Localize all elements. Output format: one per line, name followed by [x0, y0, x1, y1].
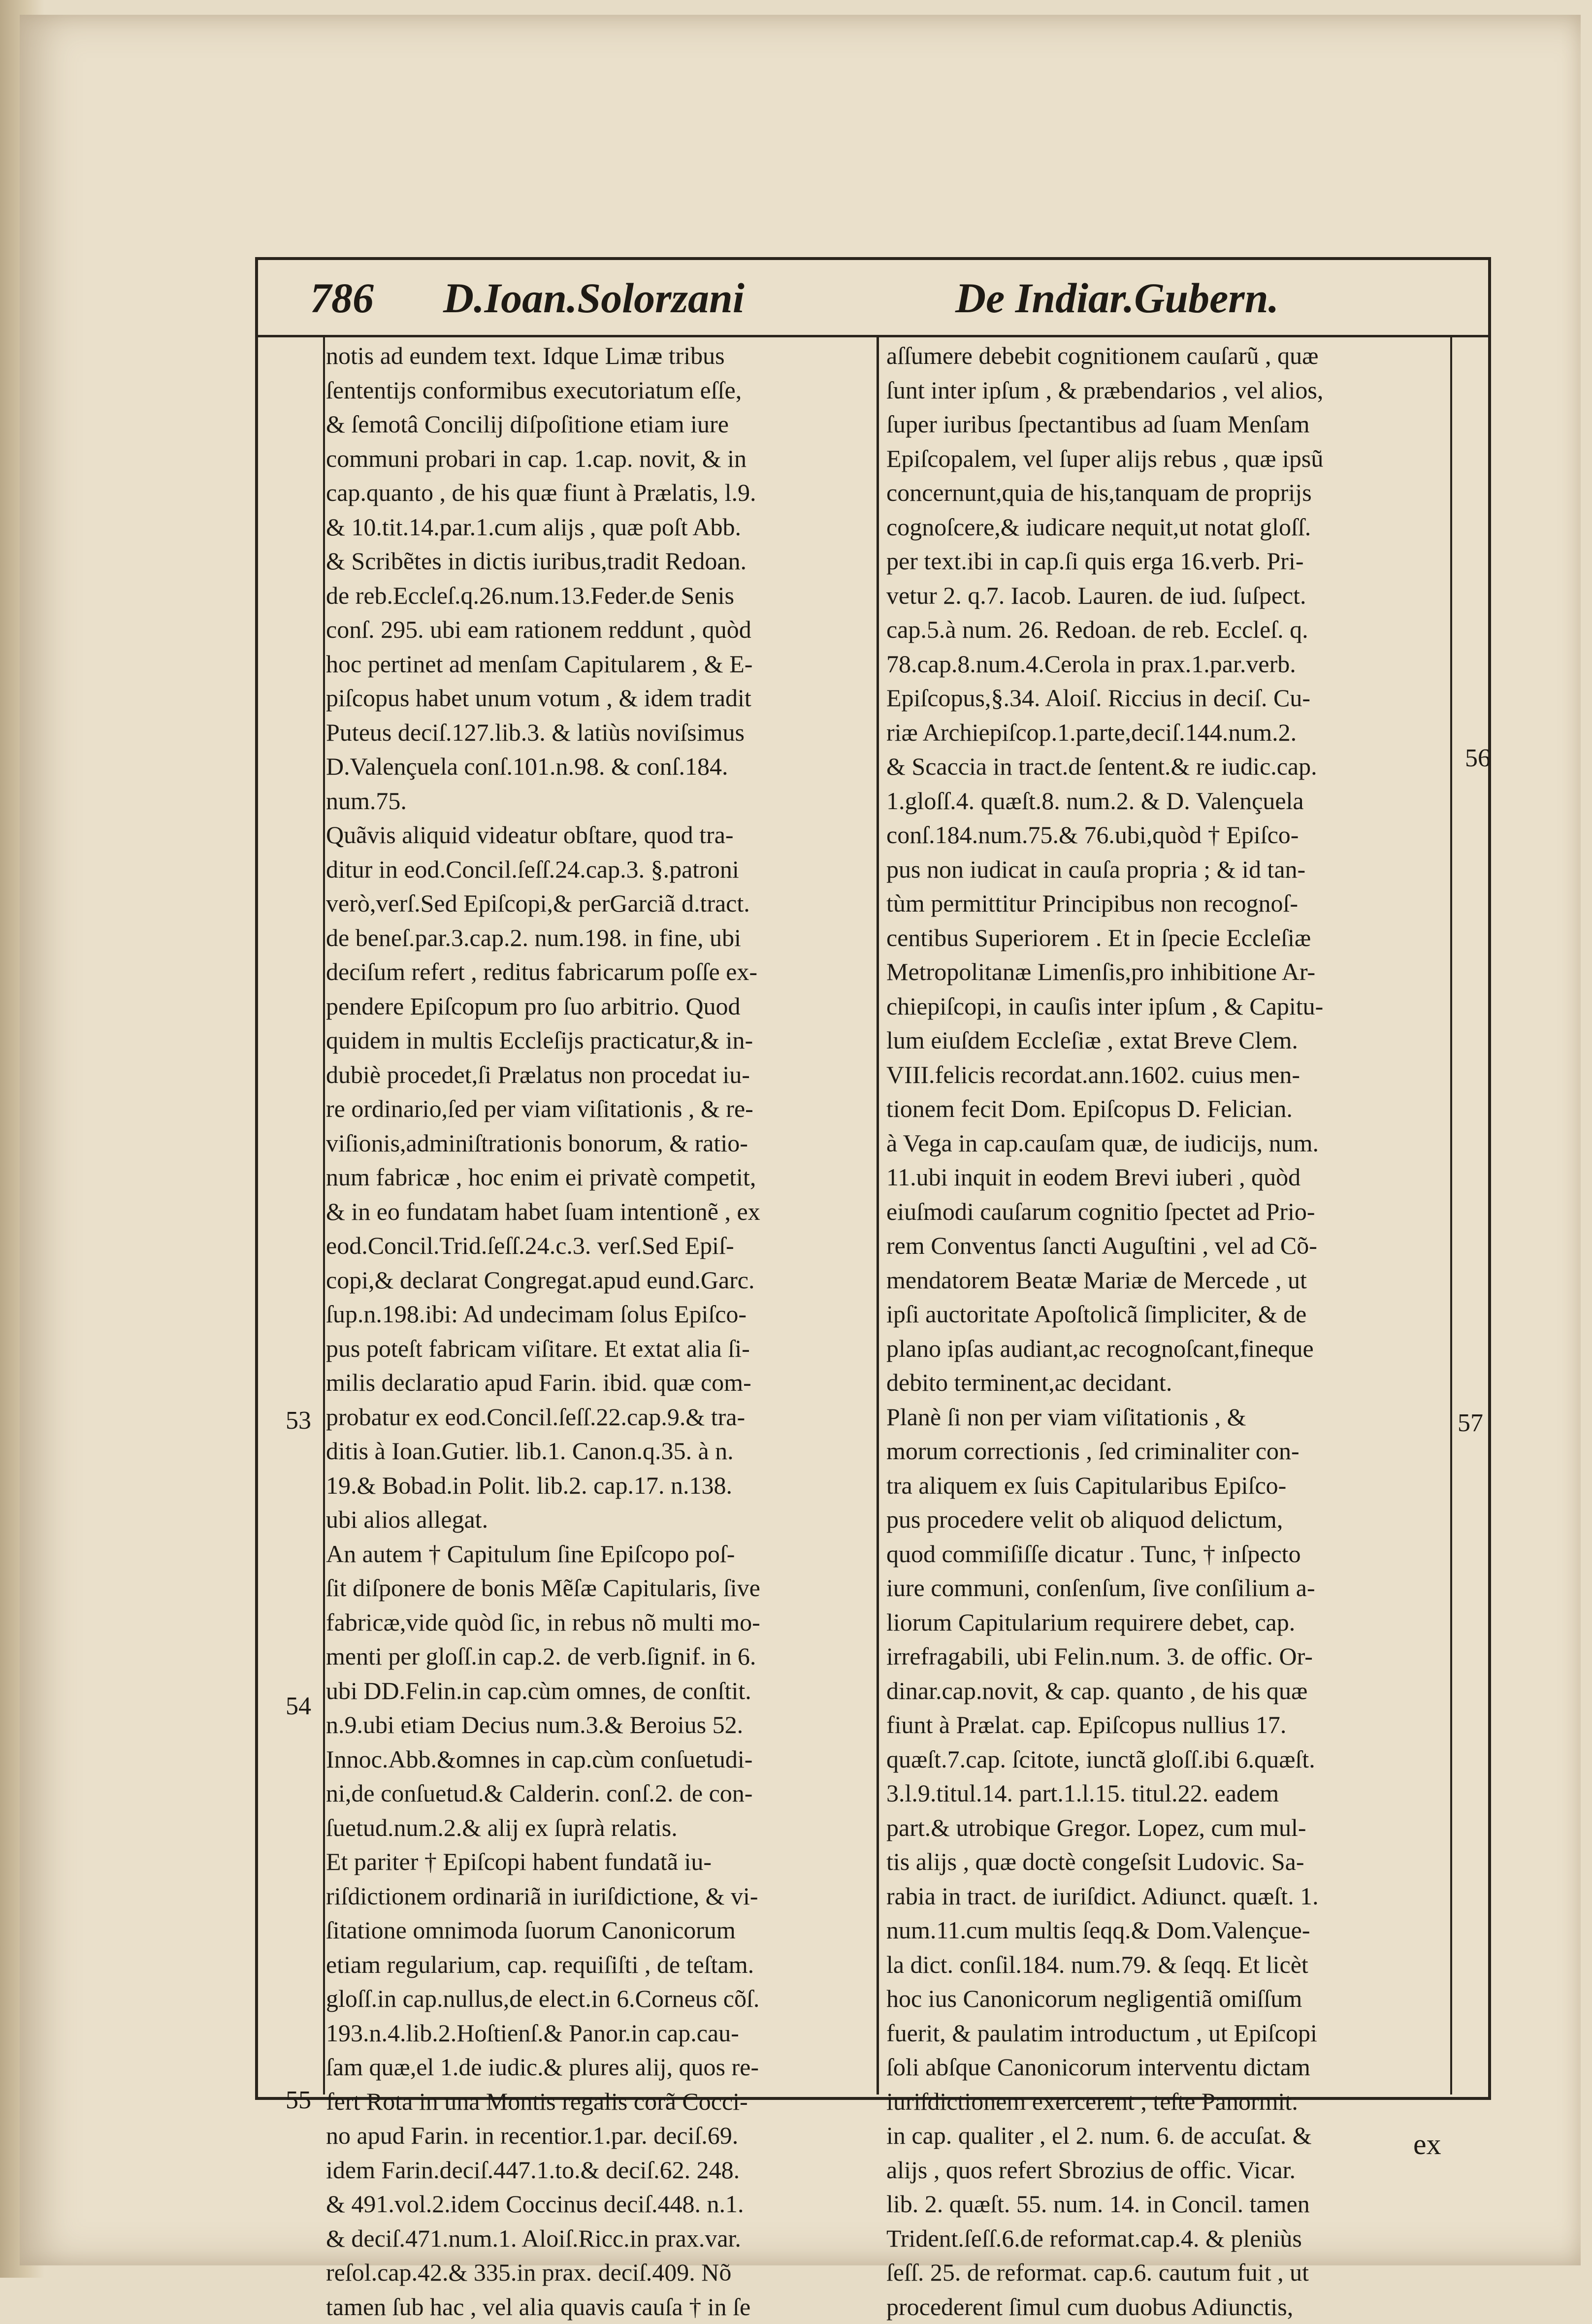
text-line: ſitatione omnimoda ſuorum Canonicorum — [326, 1913, 873, 1948]
text-line: ſit diſponere de bonis Mẽſæ Capitularis, ſive — [326, 1571, 873, 1605]
text-line: conſ.184.num.75.& 76.ubi,quòd † Epiſco- — [886, 818, 1448, 852]
text-line: 11.ubi inquit in eodem Brevi iuberi , quòd — [886, 1160, 1448, 1195]
text-line: pus non iudicat in cauſa propria ; & id tan- — [886, 852, 1448, 887]
text-line: quæſt.7.cap. ſcitote, iunctã gloſſ.ibi 6.quæſt. — [886, 1742, 1448, 1777]
text-line: riſdictionem ordinariã in iuriſdictione, & vi- — [326, 1879, 873, 1914]
text-line: Epiſcopus,§.34. Aloiſ. Riccius in deciſ. Cu- — [886, 681, 1448, 716]
text-line: rabia in tract. de iuriſdict. Adiunct. quæſt. 1. — [886, 1879, 1448, 1914]
text-line: eod.Concil.Trid.ſeſſ.24.c.3. verſ.Sed Epiſ- — [326, 1229, 873, 1263]
text-line: ſam quæ,el 1.de iudic.& plures alij, quos re- — [326, 2050, 873, 2085]
text-line: ſunt inter ipſum , & præbendarios , vel alios, — [886, 373, 1448, 408]
text-line: & in eo fundatam habet ſuam intentionẽ , ex — [326, 1195, 873, 1229]
running-head-title: De Indiar.Gubern. — [955, 266, 1448, 330]
margin-number-55: 55 — [286, 2086, 311, 2115]
text-line: 78.cap.8.num.4.Cerola in prax.1.par.verb. — [886, 647, 1448, 682]
text-line: vetur 2. q.7. Iacob. Lauren. de iud. ſuſpect. — [886, 579, 1448, 613]
text-line: Planè ſi non per viam viſitationis , & — [886, 1400, 1448, 1435]
text-line: la dict. conſil.184. num.79. & ſeqq. Et licèt — [886, 1948, 1448, 1982]
text-line: dubiè procedet,ſi Prælatus non procedat iu- — [326, 1058, 873, 1092]
text-line: reſol.cap.42.& 335.in prax. deciſ.409. Nõ — [326, 2256, 873, 2290]
margin-number-53: 53 — [286, 1406, 311, 1436]
text-line: ubi alios allegat. — [326, 1503, 873, 1537]
text-line: notis ad eundem text. Idque Limæ tribus — [326, 339, 873, 373]
text-line: fuerit, & paulatim introductum , ut Epiſcopi — [886, 2016, 1448, 2051]
text-line: etiam regularium, cap. requiſiſti , de teſtam. — [326, 1948, 873, 1982]
text-line: D.Valençuela conſ.101.n.98. & conſ.184. — [326, 750, 873, 784]
text-line: rem Conventus ſancti Auguſtini , vel ad Cõ- — [886, 1229, 1448, 1263]
column-divider — [877, 337, 879, 2095]
text-line: & deciſ.471.num.1. Aloiſ.Ricc.in prax.var. — [326, 2222, 873, 2256]
text-line: procederent ſimul cum duobus Adiunctis, — [886, 2290, 1448, 2324]
text-line: ſuetud.num.2.& alij ex ſuprà relatis. — [326, 1811, 873, 1845]
text-line: hoc pertinet ad menſam Capitularem , & E- — [326, 647, 873, 682]
text-line: pus procedere velit ob aliquod delictum, — [886, 1503, 1448, 1537]
text-line: lib. 2. quæſt. 55. num. 14. in Concil. tamen — [886, 2187, 1448, 2222]
text-line: ſuper iuribus ſpectantibus ad ſuam Menſam — [886, 407, 1448, 442]
text-line: ditur in eod.Concil.ſeſſ.24.cap.3. §.patroni — [326, 852, 873, 887]
text-line: piſcopus habet unum votum , & idem tradit — [326, 681, 873, 716]
text-line: liorum Capitularium requirere debet, cap. — [886, 1605, 1448, 1640]
text-line: 193.n.4.lib.2.Hoſtienſ.& Panor.in cap.cau- — [326, 2016, 873, 2051]
text-line: & ſemotâ Concilij diſpoſitione etiam iure — [326, 407, 873, 442]
text-line: ſeſſ. 25. de reformat. cap.6. cautum fuit , ut — [886, 2256, 1448, 2290]
margin-number-56: 56 — [1465, 744, 1491, 773]
text-line: morum correctionis , ſed criminaliter con- — [886, 1434, 1448, 1469]
text-line: part.& utrobique Gregor. Lopez, cum mul- — [886, 1811, 1448, 1845]
text-line: 1.gloſſ.4. quæſt.8. num.2. & D. Valençuela — [886, 784, 1448, 818]
text-line: 19.& Bobad.in Polit. lib.2. cap.17. n.138. — [326, 1469, 873, 1503]
page-number: 786 — [310, 266, 389, 330]
text-line: Puteus deciſ.127.lib.3. & latiùs noviſsimus — [326, 716, 873, 750]
text-line: in cap. qualiter , el 2. num. 6. de accuſat. & — [886, 2119, 1448, 2153]
margin-number-54: 54 — [286, 1692, 311, 1721]
text-line: Quãvis aliquid videatur obſtare, quod tra- — [326, 818, 873, 852]
text-line: plano ipſas audiant,ac recognoſcant,fineque — [886, 1332, 1448, 1366]
margin-number-57: 57 — [1458, 1408, 1483, 1438]
text-line: quidem in multis Eccleſijs practicatur,& in- — [326, 1023, 873, 1058]
header-rule — [255, 335, 1491, 337]
text-line: hoc ius Canonicorum negligentiã omiſſum — [886, 1982, 1448, 2016]
text-line: riæ Archiepiſcop.1.parte,deciſ.144.num.2. — [886, 716, 1448, 750]
text-line: viſionis,adminiſtrationis bonorum, & ratio- — [326, 1126, 873, 1161]
text-line: tra aliquem ex ſuis Capitularibus Epiſco- — [886, 1469, 1448, 1503]
text-line: iuriſdictionem exercerent , teſte Panormit. — [886, 2085, 1448, 2119]
catchword: ex — [1413, 2128, 1441, 2161]
text-line: Innoc.Abb.&omnes in cap.cùm conſuetudi- — [326, 1742, 873, 1777]
text-line: deciſum refert , reditus fabricarum poſſe ex- — [326, 955, 873, 989]
text-line: ditis à Ioan.Gutier. lib.1. Canon.q.35. à n. — [326, 1434, 873, 1469]
text-line: num.11.cum multis ſeqq.& Dom.Valençue- — [886, 1913, 1448, 1948]
text-line: Metropolitanæ Limenſis,pro inhibitione Ar- — [886, 955, 1448, 989]
text-line: communi probari in cap. 1.cap. novit, & in — [326, 442, 873, 476]
text-line: ni,de conſuetud.& Calderin. conſ.2. de con- — [326, 1776, 873, 1811]
text-line: ſententijs conformibus executoriatum eſſe, — [326, 373, 873, 408]
text-line: cap.5.à num. 26. Redoan. de reb. Eccleſ. q. — [886, 613, 1448, 647]
text-line: de beneſ.par.3.cap.2. num.198. in fine, ubi — [326, 921, 873, 955]
text-line: ſoli abſque Canonicorum interventu dictam — [886, 2050, 1448, 2085]
text-line: irrefragabili, ubi Felin.num. 3. de offic. Or- — [886, 1639, 1448, 1674]
text-line: menti per gloſſ.in cap.2. de verb.ſignif. in 6. — [326, 1639, 873, 1674]
text-line: & 10.tit.14.par.1.cum alijs , quæ poſt Abb. — [326, 510, 873, 545]
left-text-column — [326, 339, 873, 2324]
text-line: Epiſcopalem, vel ſuper alijs rebus , quæ ipsũ — [886, 442, 1448, 476]
text-line: ipſi auctoritate Apoſtolicã ſimpliciter, & de — [886, 1297, 1448, 1332]
text-line: VIII.felicis recordat.ann.1602. cuius men- — [886, 1058, 1448, 1092]
text-line: alijs , quos refert Sbrozius de offic. Vicar. — [886, 2153, 1448, 2188]
text-line: aſſumere debebit cognitionem cauſarũ , quæ — [886, 339, 1448, 373]
text-line: cap.quanto , de his quæ fiunt à Prælatis, l.9. — [326, 476, 873, 510]
text-line: & 491.vol.2.idem Coccinus deciſ.448. n.1. — [326, 2187, 873, 2222]
text-line: mendatorem Beatæ Mariæ de Mercede , ut — [886, 1263, 1448, 1298]
text-line: n.9.ubi etiam Decius num.3.& Beroius 52. — [326, 1708, 873, 1742]
text-line: pendere Epiſcopum pro ſuo arbitrio. Quod — [326, 989, 873, 1024]
text-line: Trident.ſeſſ.6.de reformat.cap.4. & pleniùs — [886, 2222, 1448, 2256]
left-inner-rule — [323, 337, 325, 2095]
text-line: centibus Superiorem . Et in ſpecie Eccleſiæ — [886, 921, 1448, 955]
text-line: iure communi, conſenſum, ſive conſilium a- — [886, 1571, 1448, 1605]
text-line: tis alijs , quæ doctè congeſsit Ludovic. Sa- — [886, 1845, 1448, 1879]
text-line: chiepiſcopi, in cauſis inter ipſum , & Capitu- — [886, 989, 1448, 1024]
text-line: probatur ex eod.Concil.ſeſſ.22.cap.9.& tra- — [326, 1400, 873, 1435]
text-line: ſup.n.198.ibi: Ad undecimam ſolus Epiſco- — [326, 1297, 873, 1332]
text-line: fabricæ,vide quòd ſic, in rebus nõ multi mo- — [326, 1605, 873, 1640]
text-line: re ordinario,ſed per viam viſitationis , & re- — [326, 1092, 873, 1126]
text-line: debito terminent,ac decidant. — [886, 1366, 1448, 1400]
text-line: num fabricæ , hoc enim ei privatè competit, — [326, 1160, 873, 1195]
text-line: & Scaccia in tract.de ſentent.& re iudic.cap. — [886, 750, 1448, 784]
text-line: tùm permittitur Principibus non recognoſ- — [886, 886, 1448, 921]
text-line: concernunt,quia de his,tanquam de proprijs — [886, 476, 1448, 510]
text-line: tionem fecit Dom. Epiſcopus D. Felician. — [886, 1092, 1448, 1126]
right-text-column — [886, 339, 1448, 2324]
text-line: cognoſcere,& iudicare nequit,ut notat gloſſ. — [886, 510, 1448, 545]
text-line: 3.l.9.titul.14. part.1.l.15. titul.22. eadem — [886, 1776, 1448, 1811]
text-line: ubi DD.Felin.in cap.cùm omnes, de conſtit. — [326, 1674, 873, 1708]
text-line: copi,& declarat Congregat.apud eund.Garc. — [326, 1263, 873, 1298]
text-line: eiuſmodi cauſarum cognitio ſpectet ad Prio- — [886, 1195, 1448, 1229]
text-line: conſ. 295. ubi eam rationem reddunt , quòd — [326, 613, 873, 647]
text-line: fert Rota in una Montis regalis corã Cocci- — [326, 2085, 873, 2119]
text-line: & Scribẽtes in dictis iuribus,tradit Redoan. — [326, 544, 873, 579]
text-line: num.75. — [326, 784, 873, 818]
text-line: fiunt à Prælat. cap. Epiſcopus nullius 17. — [886, 1708, 1448, 1742]
text-line: de reb.Eccleſ.q.26.num.13.Feder.de Senis — [326, 579, 873, 613]
text-line: milis declaratio apud Farin. ibid. quæ com- — [326, 1366, 873, 1400]
text-line: per text.ibi in cap.ſi quis erga 16.verb. Pri- — [886, 544, 1448, 579]
running-head-author: D.Ioan.Solorzani — [443, 266, 837, 330]
text-line: gloſſ.in cap.nullus,de elect.in 6.Corneus cõſ. — [326, 1982, 873, 2016]
text-line: pus poteſt fabricam viſitare. Et extat alia ſi- — [326, 1332, 873, 1366]
text-line: tamen ſub hac , vel alia quavis cauſa † in ſe — [326, 2290, 873, 2324]
text-line: An autem † Capitulum ſine Epiſcopo poſ- — [326, 1537, 873, 1571]
text-line: quod commiſiſſe dicatur . Tunc, † inſpecto — [886, 1537, 1448, 1571]
text-line: verò,verſ.Sed Epiſcopi,& perGarciã d.tract. — [326, 886, 873, 921]
text-line: lum eiuſdem Eccleſiæ , extat Breve Clem. — [886, 1023, 1448, 1058]
text-line: idem Farin.deciſ.447.1.to.& deciſ.62. 248. — [326, 2153, 873, 2188]
text-line: à Vega in cap.cauſam quæ, de iudicijs, num. — [886, 1126, 1448, 1161]
text-line: no apud Farin. in recentior.1.par. deciſ.69. — [326, 2119, 873, 2153]
text-line: dinar.cap.novit, & cap. quanto , de his quæ — [886, 1674, 1448, 1708]
text-line: Et pariter † Epiſcopi habent fundatã iu- — [326, 1845, 873, 1879]
right-inner-rule — [1450, 337, 1452, 2095]
